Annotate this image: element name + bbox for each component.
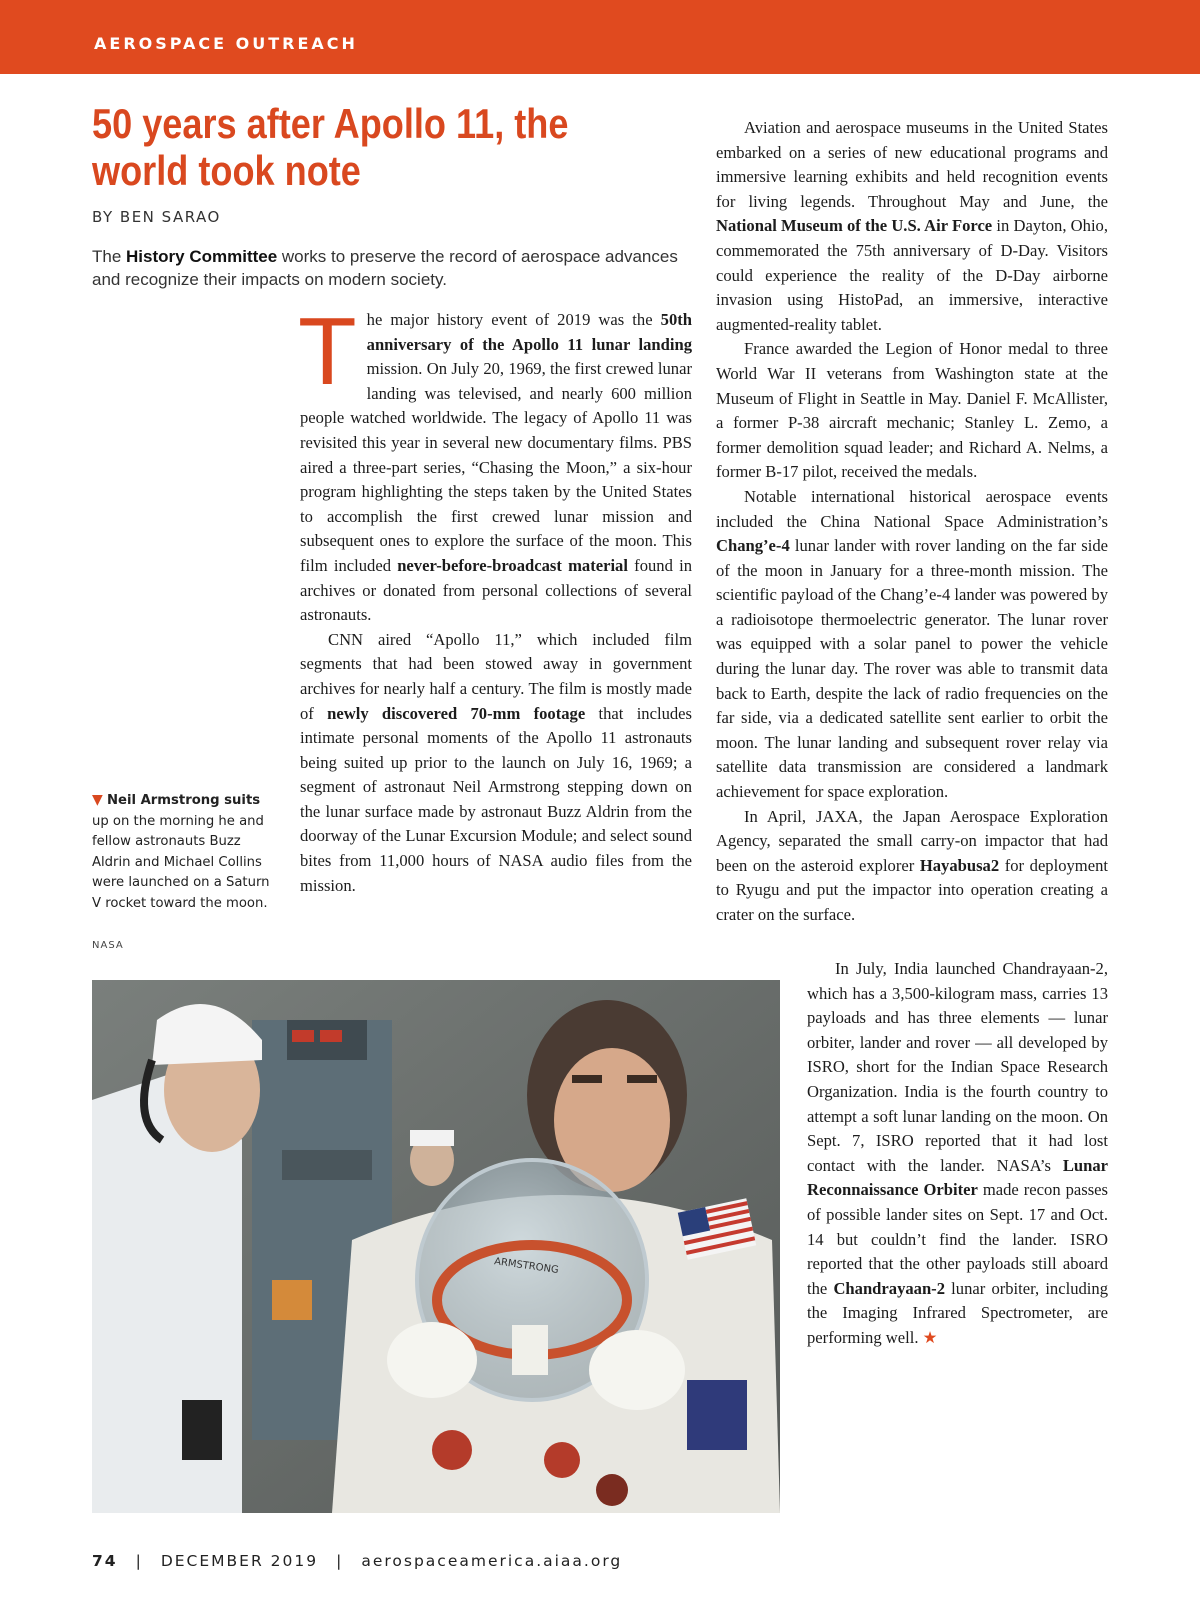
paragraph <box>716 116 1108 337</box>
paragraph <box>298 298 692 628</box>
text: lunar orbiter, including the Imaging Infrared Spectrometer, are performing well. <box>807 1278 1108 1347</box>
paragraph <box>300 628 692 899</box>
bold-text: Lunar Reconnaissance Orbiter <box>807 1155 1108 1200</box>
page-number: 74 <box>92 1552 118 1570</box>
caption-marker-icon: ▼ <box>92 792 103 808</box>
end-mark-icon: ★ <box>922 1327 938 1347</box>
text: for deployment to Ryugu and put the impactor into operation creating a crater on the surface. <box>716 855 1108 924</box>
article-column-3 <box>807 957 1108 1351</box>
intro-text: The <box>92 247 127 266</box>
text: that includes intimate personal moments of the Apollo 11 astronauts being suited up prior to the launch on July 16, 1969; a segment of astronaut Neil Armstrong stepping down on the lunar surface made by astronaut Buzz Aldrin from the doorway of the Lunar Excursion Module; and select sound bites from 11,000 hours of NASA audio files from the mission. <box>300 703 692 895</box>
article-column-1 <box>298 298 692 898</box>
footer-separator: | <box>135 1552 143 1570</box>
section-header-band <box>0 0 1200 74</box>
bold-text: National Museum of the U.S. Air Force <box>716 216 993 236</box>
text: found in archives or donated from personal collections of several astronauts. <box>300 555 692 625</box>
text: Aviation and aerospace museums in the United States embarked on a series of new educational programs and immersive learning exhibits and held recognition events for living legends. Throughout May and June, the <box>716 118 1108 211</box>
text: In April, JAXA, the Japan Aerospace Exploration Agency, separated the small carry-on impactor that had been on the asteroid explorer <box>716 806 1108 875</box>
article-column-2 <box>716 116 1108 928</box>
paragraph: France awarded the Legion of Honor medal to three World War II veterans from Washington state at the Museum of Flight in Seattle in May. Daniel F. McAllister, a former P-38 aircraft mechanic; Stanley L. Zemo, a former demolition squad leader; and Richard A. Nelms, a former B-17 pilot, received the medals. <box>716 339 1108 482</box>
bold-text: Chandrayaan-2 <box>833 1278 946 1298</box>
intro-bold: History Committee <box>126 247 278 266</box>
byline: BY BEN SARAO <box>92 208 221 226</box>
paragraph <box>716 805 1108 928</box>
text: CNN aired “Apollo 11,” which included film segments that had been stowed away in government archives for nearly half a century. The film is mostly made of <box>300 629 692 723</box>
text: In July, India launched Chandrayaan-2, which has a 3,500-kilogram mass, carries 13 payloads and has three elements — lunar orbiter, lander and rover — all developed by ISRO, short for the Indian Space Research Organization. India is the fourth country to attempt a soft lunar landing on the moon. On Sept. 7, ISRO reported that it had lost contact with the lander. NASA’s <box>807 959 1108 1175</box>
text: he major history event of 2019 was the <box>366 310 661 329</box>
caption-text: up on the morning he and fellow astronauts Buzz Aldrin and Michael Collins were launched on a Saturn V rocket toward the moon. <box>92 813 270 911</box>
footer-separator: | <box>336 1552 344 1570</box>
bold-text: Chang’e-4 <box>716 536 790 556</box>
caption-bold: Neil Armstrong suits <box>106 793 261 808</box>
paragraph <box>807 957 1108 1351</box>
article-title: 50 years after Apollo 11, the world took note <box>92 100 569 194</box>
paragraph <box>716 485 1108 805</box>
text: lunar lander with rover landing on the far side of the moon in January for a three-month mission. The scientific payload of the Chang’e-4 lander was powered by a radioisotope thermoelectric generator. The lunar rover was equipped with a solar panel to power the vehicle during the lunar day. The rover was able to transmit data back to Earth, despite the lack of radio frequencies on the far side, via a dedicated satellite sent earlier to orbit the moon. The lunar landing and subsequent rover relay via satellite data transmission are considered a landmark achievement for space exploration. <box>716 536 1108 802</box>
text: Notable international historical aerospace events included the China National Space Administration’s <box>716 486 1108 531</box>
photo-credit: NASA <box>92 940 124 951</box>
issue-date: DECEMBER 2019 <box>160 1552 319 1570</box>
bold-text: newly discovered 70-mm footage <box>327 703 586 723</box>
drop-cap: T <box>298 298 357 405</box>
bold-text: 50th anniversary of the Apollo 11 lunar landing <box>366 310 692 354</box>
helmet-label: ARMSTRONG <box>493 1256 560 1277</box>
section-label: AEROSPACE OUTREACH <box>94 34 358 53</box>
text: mission. On July 20, 1969, the first crewed lunar landing was televised, and nearly 600 million people watched worldwide. The legacy of Apollo 11 was revisited this year in several new documentary films. PBS aired a three-part series, “Chasing the Moon,” a six-hour program highlighting the steps taken by the United States to accomplish the first crewed lunar mission and subsequent ones to explore the surface of the moon. This film included <box>300 359 692 575</box>
page-footer <box>92 1552 622 1570</box>
photo-illustration <box>92 980 780 1513</box>
bold-text: never-before-broadcast material <box>397 555 628 575</box>
intro-text: works to preserve the record of aerospace advances and recognize their impacts on modern society. <box>92 247 678 289</box>
text: in Dayton, Ohio, commemorated the 75th anniversary of D-Day. Visitors could experience the reality of the D-Day airborne invasion using HistoPad, an immersive, interactive augmented-reality tablet. <box>716 216 1108 334</box>
website-link[interactable]: aerospaceamerica.aiaa.org <box>361 1552 623 1570</box>
text: made recon passes of possible lander sites on Sept. 17 and Oct. 14 but couldn’t find the lander. ISRO reported that the other payloads still aboard the <box>807 1180 1108 1298</box>
photo-caption <box>92 790 272 914</box>
astronaut-photo <box>92 980 780 1513</box>
article-intro <box>92 245 692 291</box>
bold-text: Hayabusa2 <box>919 855 1000 875</box>
